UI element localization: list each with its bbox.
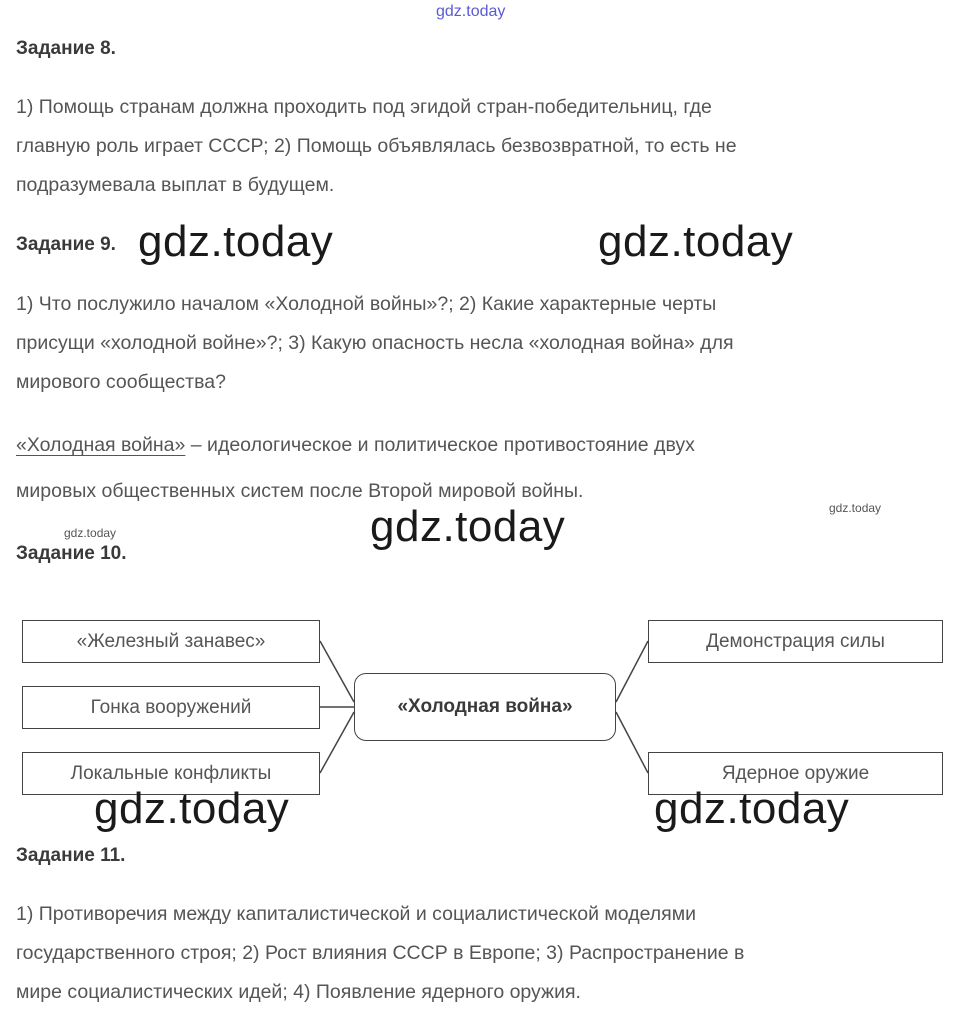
box-label: Гонка вооружений xyxy=(90,696,252,718)
box-label: «Железный занавес» xyxy=(76,630,266,652)
watermark-large: gdz.today xyxy=(370,502,566,551)
watermark-large: gdz.today xyxy=(654,784,850,833)
watermark-small: gdz.today xyxy=(829,501,882,515)
task-11-answer xyxy=(16,895,916,1012)
watermark-top: gdz.today xyxy=(436,3,506,20)
definition-line-2: мировых общественных систем после Второй мировой войны. xyxy=(16,480,584,502)
task-8-line-3: подразумевала выплат в будущем. xyxy=(16,174,335,196)
definition-term: «Холодная война» xyxy=(16,434,186,456)
task-11-line-2: государственного строя; 2) Рост влияния СССР в Европе; 3) Распространение в xyxy=(16,942,745,964)
box-label: Демонстрация силы xyxy=(706,630,885,652)
diagram-center-cold-war xyxy=(354,673,616,741)
watermark-large: gdz.today xyxy=(598,217,794,266)
task-9-line-2: присущи «холодной войне»?; 3) Какую опасность несла «холодная война» для xyxy=(16,332,734,354)
definition-text: – идеологическое и политическое противостояние двух xyxy=(185,434,695,456)
task-8-line-1: 1) Помощь странам должна проходить под эгидой стран-победительниц, где xyxy=(16,96,712,118)
task-9-heading: Задание 9. xyxy=(16,234,116,255)
task-11-line-1: 1) Противоречия между капиталистической и социалистической моделями xyxy=(16,903,697,925)
task-11-line-3: мире социалистических идей; 4) Появление ядерного оружия. xyxy=(16,981,581,1003)
watermark-large: gdz.today xyxy=(94,784,290,833)
watermark-small: gdz.today xyxy=(64,526,117,540)
box-label: Ядерное оружие xyxy=(721,762,870,784)
task-9-line-3: мирового сообщества? xyxy=(16,371,226,393)
diagram-box-iron-curtain xyxy=(22,620,320,663)
task-11-heading: Задание 11. xyxy=(16,845,126,866)
watermark-large: gdz.today xyxy=(138,217,334,266)
task-8-heading: Задание 8. xyxy=(16,38,116,59)
box-label: Локальные конфликты xyxy=(70,762,272,784)
task-9-line-1: 1) Что послужило началом «Холодной войны»?; 2) Какие характерные черты xyxy=(16,293,717,315)
diagram-box-arms-race xyxy=(22,686,320,729)
diagram-box-show-of-force xyxy=(648,620,943,663)
center-label: «Холодная война» xyxy=(397,696,573,717)
task-10-heading: Задание 10. xyxy=(16,543,127,564)
task-8-line-2: главную роль играет СССР; 2) Помощь объявлялась безвозвратной, то есть не xyxy=(16,135,737,157)
